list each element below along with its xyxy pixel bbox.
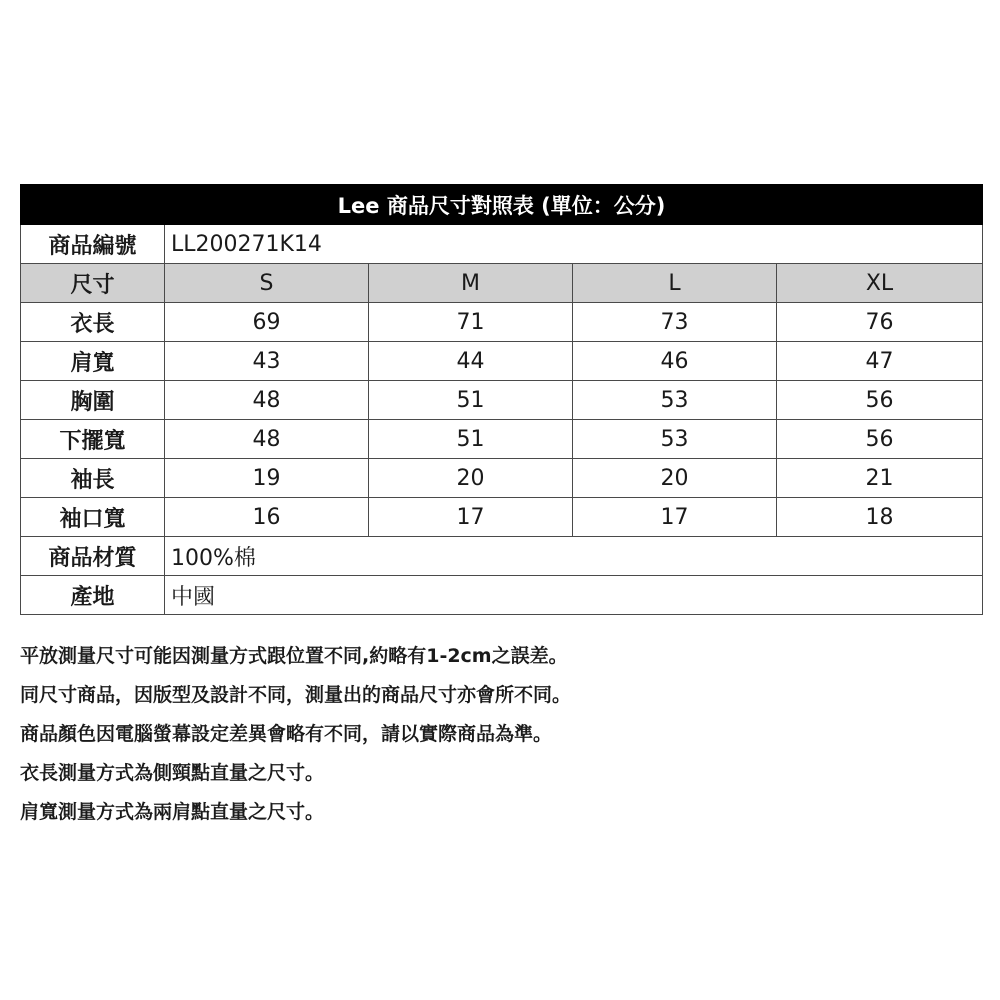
table-cell: 51	[369, 420, 573, 459]
material-value: 100%棉	[165, 537, 983, 576]
row-label: 下擺寬	[21, 420, 165, 459]
table-cell: 76	[777, 303, 983, 342]
table-cell: 21	[777, 459, 983, 498]
row-label: 胸圍	[21, 381, 165, 420]
note-line: 肩寬測量方式為兩肩點直量之尺寸。	[20, 801, 325, 823]
table-row	[21, 303, 983, 342]
table-title: Lee 商品尺寸對照表 (單位：公分)	[21, 185, 983, 225]
size-header-m: M	[369, 264, 573, 303]
table-cell: 20	[573, 459, 777, 498]
table-cell: 48	[165, 381, 369, 420]
measurement-notes	[20, 640, 571, 835]
product-code-value: LL200271K14	[165, 225, 983, 264]
size-label: 尺寸	[21, 264, 165, 303]
table-cell: 17	[369, 498, 573, 537]
size-header-xl: XL	[777, 264, 983, 303]
note-line: 商品顏色因電腦螢幕設定差異會略有不同，請以實際商品為準。	[20, 723, 553, 745]
table-row	[21, 381, 983, 420]
table-cell: 47	[777, 342, 983, 381]
material-label: 商品材質	[21, 537, 165, 576]
table-cell: 69	[165, 303, 369, 342]
table-cell: 53	[573, 381, 777, 420]
table-row	[21, 459, 983, 498]
table-cell: 20	[369, 459, 573, 498]
table-title-row	[21, 185, 983, 225]
note-line: 同尺寸商品，因版型及設計不同，測量出的商品尺寸亦會所不同。	[20, 684, 572, 706]
origin-value: 中國	[165, 576, 983, 615]
size-header-s: S	[165, 264, 369, 303]
table-cell: 16	[165, 498, 369, 537]
material-row	[21, 537, 983, 576]
origin-label: 產地	[21, 576, 165, 615]
product-code-row	[21, 225, 983, 264]
origin-row	[21, 576, 983, 615]
table-cell: 71	[369, 303, 573, 342]
size-header-l: L	[573, 264, 777, 303]
table-cell: 43	[165, 342, 369, 381]
note-line: 平放測量尺寸可能因測量方式跟位置不同,約略有1-2cm之誤差。	[20, 645, 568, 667]
product-code-label: 商品編號	[21, 225, 165, 264]
table-cell: 48	[165, 420, 369, 459]
table-cell: 46	[573, 342, 777, 381]
table-cell: 17	[573, 498, 777, 537]
table-cell: 53	[573, 420, 777, 459]
table-cell: 18	[777, 498, 983, 537]
row-label: 袖長	[21, 459, 165, 498]
table-cell: 51	[369, 381, 573, 420]
table-row	[21, 420, 983, 459]
table-cell: 73	[573, 303, 777, 342]
row-label: 肩寬	[21, 342, 165, 381]
table-cell: 56	[777, 420, 983, 459]
table-row	[21, 342, 983, 381]
table-row	[21, 498, 983, 537]
table-cell: 19	[165, 459, 369, 498]
row-label: 袖口寬	[21, 498, 165, 537]
note-line: 衣長測量方式為側頸點直量之尺寸。	[20, 762, 325, 784]
table-cell: 56	[777, 381, 983, 420]
row-label: 衣長	[21, 303, 165, 342]
size-chart-table	[20, 184, 983, 615]
table-cell: 44	[369, 342, 573, 381]
size-header-row	[21, 264, 983, 303]
